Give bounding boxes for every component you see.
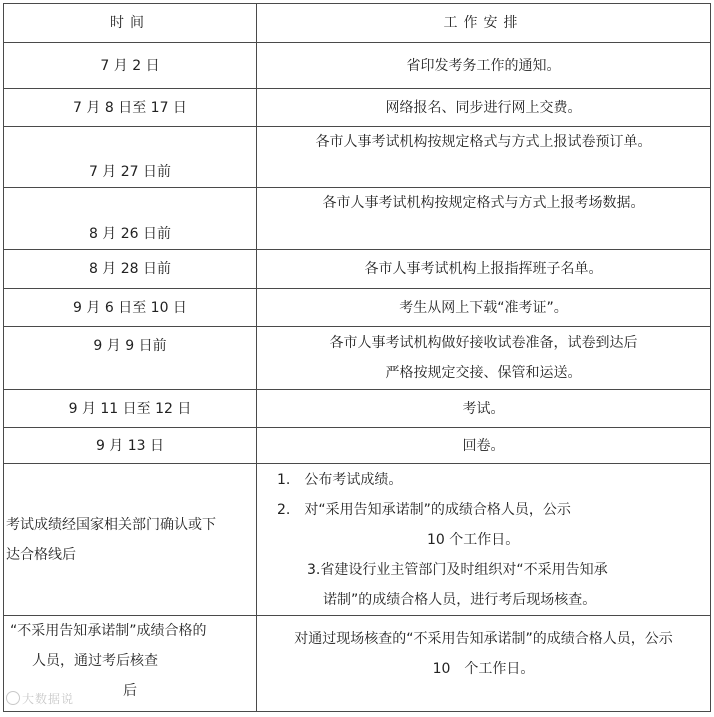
- plan-line: 10 个工作日。: [427, 531, 520, 548]
- plan-cell: 省印发考务工作的通知。: [257, 43, 711, 89]
- plan-cell: 各市人事考试机构上报指挥班子名单。: [257, 250, 711, 289]
- plan-line: 各市人事考试机构做好接收试卷准备，试卷到达后: [329, 335, 638, 351]
- time-cell: 8 月 26 日前: [4, 188, 257, 250]
- plan-line: 10 个工作日。: [432, 661, 535, 677]
- time-cell: 7 月 27 日前: [4, 127, 257, 188]
- time-cell: 9 月 6 日至 10 日: [4, 289, 257, 327]
- table-row: [4, 428, 711, 464]
- plan-cell: 各市人事考试机构按规定格式与方式上报试卷预订单。: [257, 127, 711, 188]
- schedule-table: [3, 3, 711, 712]
- plan-line: 1. 公布考试成绩。: [277, 471, 403, 488]
- watermark: [6, 690, 74, 707]
- plan-line: 3.省建设行业主管部门及时组织对“不采用告知承: [307, 561, 608, 578]
- plan-line: 严格按规定交接、保管和运送。: [385, 365, 582, 381]
- table-row: [4, 89, 711, 127]
- plan-cell: 回卷。: [257, 428, 711, 464]
- plan-cell: [257, 327, 711, 390]
- plan-cell: 网络报名、同步进行网上交费。: [257, 89, 711, 127]
- time-line: 后: [123, 683, 137, 699]
- table-row: [4, 289, 711, 327]
- plan-cell: [257, 464, 711, 616]
- time-cell: [4, 464, 257, 616]
- table-row: [4, 250, 711, 289]
- table-row: [4, 127, 711, 188]
- plan-cell: 各市人事考试机构按规定格式与方式上报考场数据。: [257, 188, 711, 250]
- header-row: [4, 4, 711, 43]
- time-cell: 7 月 2 日: [4, 43, 257, 89]
- table-row: [4, 188, 711, 250]
- time-line: 考试成绩经国家相关部门确认或下: [6, 516, 216, 533]
- time-line: “不采用告知承诺制”成绩合格的: [10, 623, 207, 639]
- watermark-logo-icon: [6, 691, 20, 705]
- plan-cell: [257, 616, 711, 712]
- time-line: 达合格线后: [6, 546, 76, 563]
- time-cell: 9 月 11 日至 12 日: [4, 390, 257, 428]
- time-cell: 7 月 8 日至 17 日: [4, 89, 257, 127]
- watermark-text: 大数据说: [22, 692, 75, 706]
- time-cell: 8 月 28 日前: [4, 250, 257, 289]
- plan-cell: 考试。: [257, 390, 711, 428]
- plan-line: 2. 对“采用告知承诺制”的成绩合格人员，公示: [277, 501, 571, 518]
- plan-line: 诺制”的成绩合格人员，进行考后现场核查。: [323, 591, 597, 608]
- table-row: [4, 616, 711, 712]
- time-cell: 9 月 13 日: [4, 428, 257, 464]
- plan-line: 对通过现场核查的“不采用告知承诺制”的成绩合格人员，公示: [294, 631, 673, 647]
- header-plan: 工作安排: [257, 4, 711, 43]
- header-time: 时间: [4, 4, 257, 43]
- time-cell: 9 月 9 日前: [4, 327, 257, 390]
- plan-cell: 考生从网上下载“准考证”。: [257, 289, 711, 327]
- table-row: [4, 464, 711, 616]
- table-row: [4, 327, 711, 390]
- table-row: [4, 390, 711, 428]
- table-row: [4, 43, 711, 89]
- time-line: 人员，通过考后核查: [32, 653, 158, 669]
